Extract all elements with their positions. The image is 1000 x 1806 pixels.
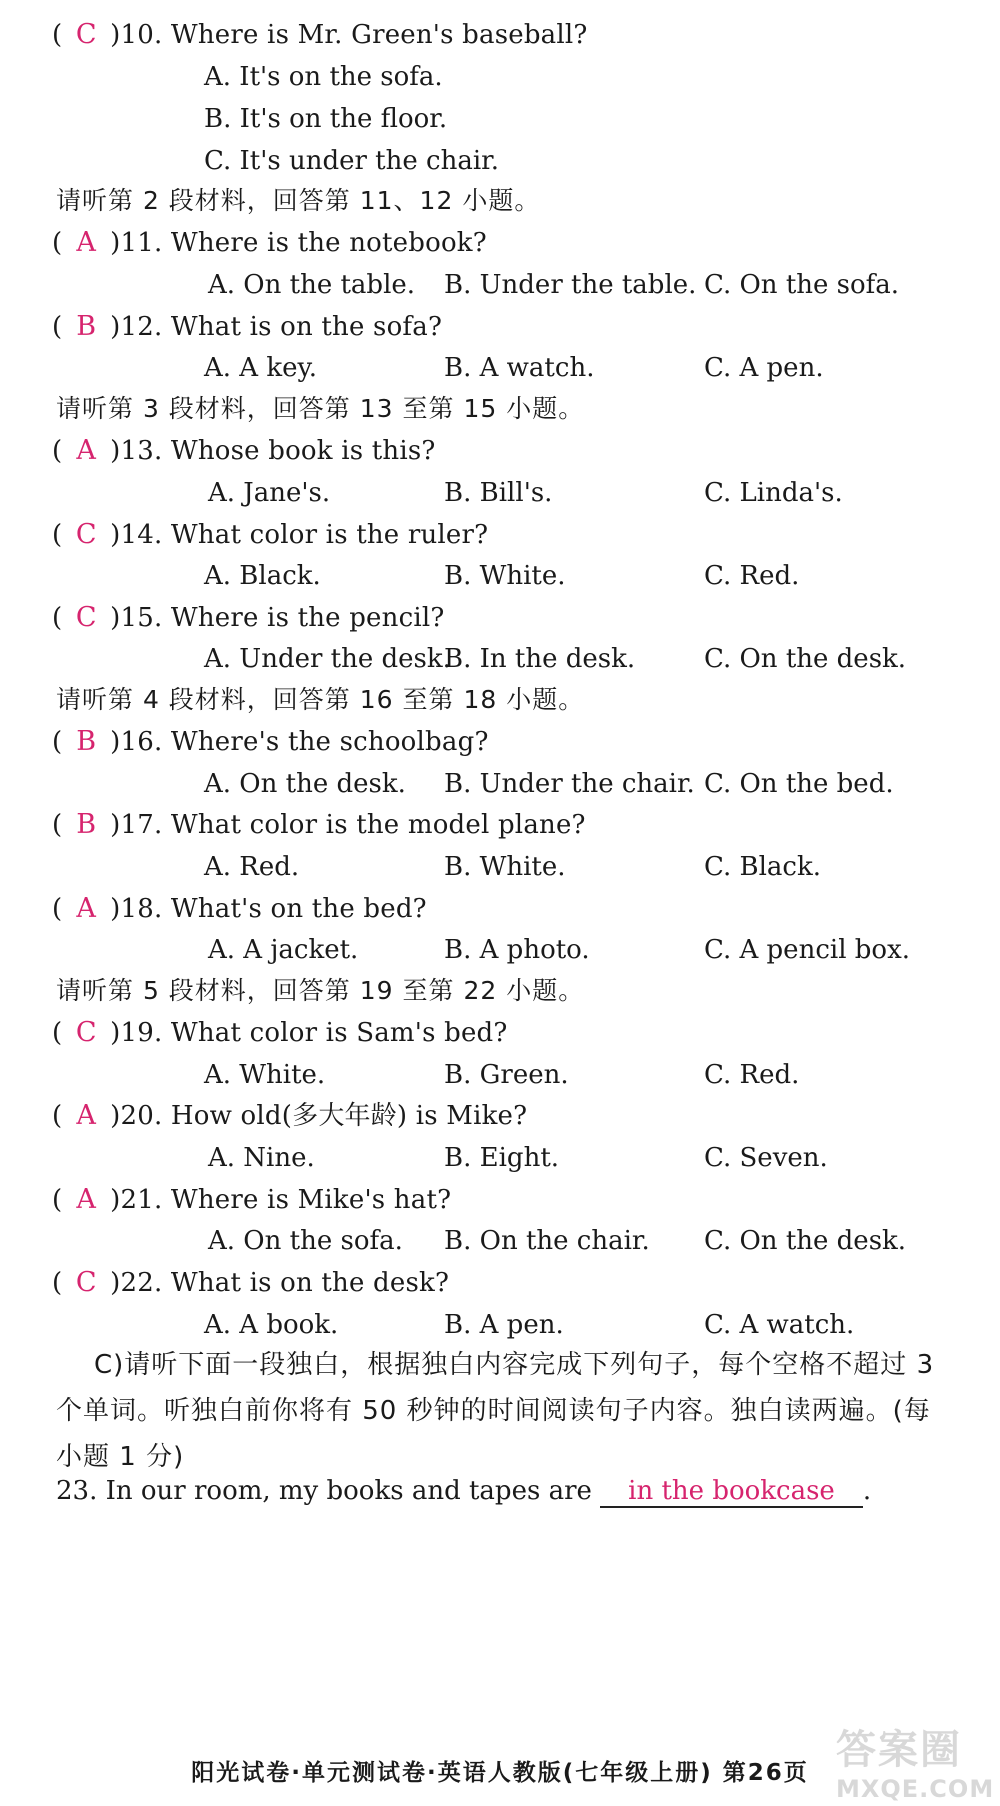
option-a: A. On the sofa.	[208, 1226, 403, 1256]
option-a: A. On the desk.	[204, 769, 406, 799]
option-b: B. A watch.	[444, 353, 595, 383]
option-c: C. Red.	[704, 1060, 800, 1090]
question-13: ( A )13. Whose book is this?	[52, 435, 436, 466]
option-b: B. White.	[444, 561, 566, 591]
option-c: C. On the bed.	[704, 769, 894, 799]
answer-10: C	[75, 19, 97, 50]
watermark-top: 答案圈	[836, 1727, 962, 1773]
question-19: ( C )19. What color is Sam's bed?	[52, 1017, 508, 1048]
question-12: ( B )12. What is on the sofa?	[52, 311, 443, 342]
option-b: B. On the chair.	[444, 1226, 650, 1256]
question-text: )16. Where's the schoolbag?	[110, 727, 489, 757]
question-10: ( C )10. Where is Mr. Green's baseball?	[52, 19, 588, 50]
question-14: ( C )14. What color is the ruler?	[52, 519, 489, 550]
option-a: A. Black.	[204, 561, 321, 591]
option-a: A. Jane's.	[208, 478, 331, 508]
option-a: A. A key.	[204, 353, 317, 383]
option-c: C. Linda's.	[704, 478, 843, 508]
answer-20: A	[76, 1100, 96, 1131]
answer-17: B	[76, 809, 97, 840]
question-text: )21. Where is Mike's hat?	[110, 1185, 452, 1215]
question-text: )22. What is on the desk?	[110, 1268, 450, 1298]
answer-14: C	[75, 519, 97, 550]
answer-15: C	[75, 602, 97, 633]
question-17: ( B )17. What color is the model plane?	[52, 809, 586, 840]
question-text: )20. How old(多大年龄) is Mike?	[110, 1101, 528, 1131]
option-b: B. It's on the floor.	[204, 104, 448, 134]
option-a: A. Red.	[204, 852, 300, 882]
option-c: C. On the desk.	[704, 644, 907, 674]
option-a: A. On the table.	[208, 270, 416, 300]
section-heading-3: 请听第 3 段材料，回答第 13 至第 15 小题。	[56, 394, 585, 423]
question-20: ( A )20. How old(多大年龄) is Mike?	[52, 1100, 528, 1131]
option-b: B. A pen.	[444, 1310, 564, 1340]
option-a: A. A book.	[204, 1310, 339, 1340]
answer-22: C	[75, 1267, 97, 1298]
section-heading-4: 请听第 4 段材料，回答第 16 至第 18 小题。	[56, 685, 585, 714]
option-a: A. Under the desk.	[204, 644, 451, 674]
q23-prefix: 23. In our room, my books and tapes are	[56, 1476, 592, 1506]
question-18: ( A )18. What's on the bed?	[52, 893, 427, 924]
question-text: )18. What's on the bed?	[110, 894, 427, 924]
option-b: B. White.	[444, 852, 566, 882]
question-23	[56, 1476, 871, 1508]
question-text: )19. What color is Sam's bed?	[110, 1018, 508, 1048]
option-a: A. A jacket.	[208, 935, 359, 965]
page-footer: 阳光试卷·单元测试卷·英语人教版(七年级上册) 第26页	[191, 1760, 809, 1786]
answer-11: A	[76, 227, 96, 258]
option-c: C. Seven.	[704, 1143, 828, 1173]
question-text: )11. Where is the notebook?	[110, 228, 487, 258]
option-c: C. It's under the chair.	[204, 146, 499, 176]
option-a: A. It's on the sofa.	[204, 62, 443, 92]
option-a: A. White.	[204, 1060, 326, 1090]
question-text: )15. Where is the pencil?	[110, 603, 445, 633]
option-b: B. Eight.	[444, 1143, 560, 1173]
q23-suffix: .	[862, 1476, 872, 1506]
watermark-bottom: MXQE.COM	[836, 1775, 995, 1803]
part-c-instruction: C)请听下面一段独白，根据独白内容完成下列句子，每个空格不超过 3 个单词。听独白前你将有 50 秒钟的时间阅读句子内容。独白读两遍。(每小题 1 分)	[56, 1350, 935, 1472]
option-c: C. A watch.	[704, 1310, 855, 1340]
q23-answer-blank: in the bookcase	[600, 1476, 863, 1508]
question-15: ( C )15. Where is the pencil?	[52, 602, 445, 633]
option-c: C. A pencil box.	[704, 935, 910, 965]
question-16: ( B )16. Where's the schoolbag?	[52, 726, 489, 757]
option-c: C. Red.	[704, 561, 800, 591]
question-11: ( A )11. Where is the notebook?	[52, 227, 487, 258]
answer-13: A	[76, 435, 96, 466]
answer-21: A	[76, 1184, 96, 1215]
option-c: C. On the desk.	[704, 1226, 907, 1256]
option-a: A. Nine.	[208, 1143, 315, 1173]
option-b: B. Bill's.	[444, 478, 553, 508]
answer-18: A	[76, 893, 96, 924]
question-text: )10. Where is Mr. Green's baseball?	[110, 20, 588, 50]
answer-16: B	[76, 726, 97, 757]
question-text: )12. What is on the sofa?	[110, 312, 443, 342]
option-b: B. A photo.	[444, 935, 590, 965]
question-text: )13. Whose book is this?	[110, 436, 436, 466]
option-b: B. Green.	[444, 1060, 569, 1090]
section-heading-2: 请听第 2 段材料，回答第 11、12 小题。	[56, 186, 541, 215]
option-c: C. A pen.	[704, 353, 824, 383]
option-b: B. In the desk.	[444, 644, 636, 674]
question-text: )17. What color is the model plane?	[110, 810, 586, 840]
option-c: C. On the sofa.	[704, 270, 900, 300]
question-21: ( A )21. Where is Mike's hat?	[52, 1184, 452, 1215]
option-b: B. Under the table.	[444, 270, 697, 300]
answer-12: B	[76, 311, 97, 342]
answer-19: C	[75, 1017, 97, 1048]
watermark-logo	[836, 1718, 995, 1803]
option-c: C. Black.	[704, 852, 821, 882]
option-b: B. Under the chair.	[444, 769, 695, 799]
question-text: )14. What color is the ruler?	[110, 520, 489, 550]
question-22: ( C )22. What is on the desk?	[52, 1267, 450, 1298]
section-heading-5: 请听第 5 段材料，回答第 19 至第 22 小题。	[56, 976, 585, 1005]
